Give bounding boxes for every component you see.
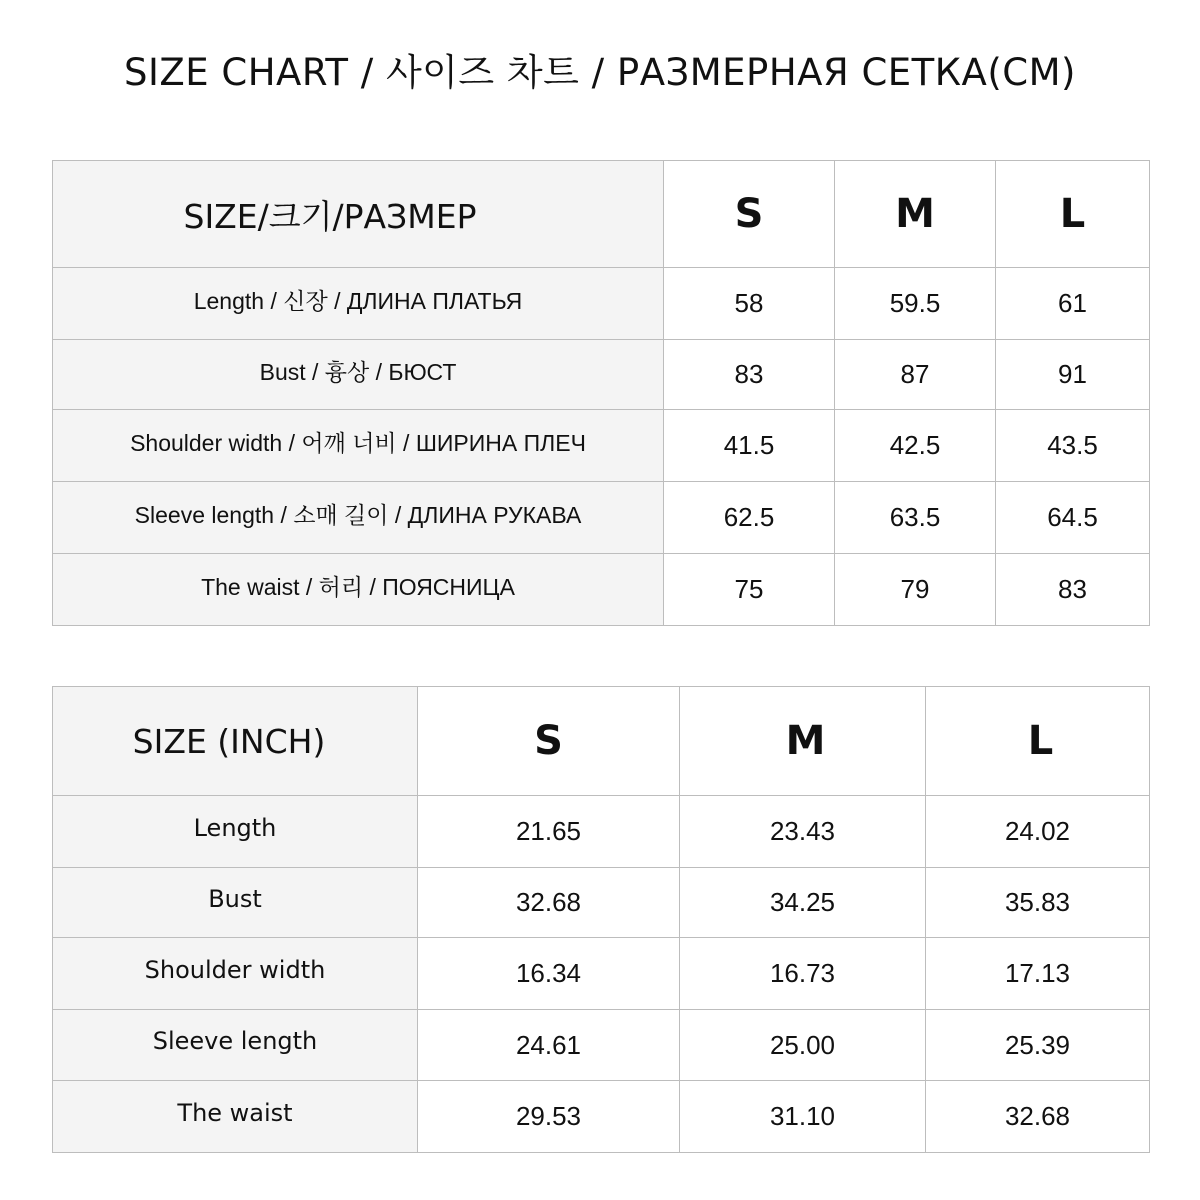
value-s: 83: [734, 359, 764, 389]
value-l: 91: [1058, 359, 1087, 389]
value-cell: [996, 482, 1150, 554]
value-cell: [664, 482, 835, 554]
value-cell: [996, 554, 1150, 626]
value-cell: [926, 796, 1150, 868]
value-cell: [664, 340, 835, 410]
value-cell: [835, 340, 996, 410]
value-cell: [418, 938, 680, 1010]
value-s: 16.34: [515, 958, 582, 988]
row-label-cell: [53, 1010, 418, 1081]
row-label: Sleeve length / 소매 길이 / ДЛИНА РУКАВА: [134, 502, 582, 528]
value-s: 41.5: [723, 430, 775, 460]
row-label: Shoulder width: [144, 955, 326, 984]
value-l: 32.68: [1004, 1101, 1071, 1131]
row-label-cell: [53, 1081, 418, 1153]
value-cell: [835, 410, 996, 482]
header-size-s-cell: [418, 687, 680, 796]
header-size-m-cell: [680, 687, 926, 796]
row-label: Shoulder width / 어깨 너비 / ШИРИНА ПЛЕЧ: [130, 430, 586, 456]
table-row: [53, 554, 1150, 626]
value-l: 17.13: [1004, 958, 1071, 988]
value-l: 25.39: [1004, 1029, 1071, 1060]
value-cell: [680, 1081, 926, 1153]
header-size-s: S: [734, 191, 764, 237]
table-row: [53, 1010, 1150, 1081]
value-cell: [664, 410, 835, 482]
header-label: SIZE (INCH): [132, 721, 326, 761]
value-l: 43.5: [1047, 430, 1098, 460]
table-row: [53, 796, 1150, 868]
value-cell: [835, 554, 996, 626]
header-size-m-cell: [835, 161, 996, 268]
table-row: [53, 868, 1150, 938]
value-s: 24.61: [515, 1029, 582, 1060]
row-label-cell: [53, 340, 664, 410]
header-size-s: S: [534, 718, 563, 764]
value-l: 64.5: [1047, 502, 1098, 532]
value-cell: [835, 268, 996, 340]
row-label-cell: [53, 938, 418, 1010]
row-label-cell: [53, 868, 418, 938]
value-l: 35.83: [1004, 887, 1071, 917]
header-size-m: M: [785, 718, 826, 764]
header-size-l-cell: [926, 687, 1150, 796]
value-s: 58: [734, 288, 764, 318]
table-row: [53, 482, 1150, 554]
value-s: 29.53: [515, 1101, 582, 1131]
value-cell: [418, 868, 680, 938]
row-label-cell: [53, 796, 418, 868]
value-cell: [926, 938, 1150, 1010]
row-label: The waist / 허리 / ПОЯСНИЦА: [201, 574, 515, 600]
row-label: Length: [193, 813, 277, 842]
size-table-cm: [52, 160, 1150, 626]
value-m: 79: [900, 574, 930, 604]
value-s: 21.65: [515, 816, 582, 846]
value-cell: [926, 1010, 1150, 1081]
table-row: [53, 340, 1150, 410]
value-m: 63.5: [889, 502, 941, 532]
row-label-cell: [53, 410, 664, 482]
header-label-cell: [53, 161, 664, 268]
table-header-row: [53, 161, 1150, 268]
value-cell: [996, 268, 1150, 340]
row-label-cell: [53, 268, 664, 340]
value-m: 42.5: [889, 430, 941, 460]
value-s: 75: [734, 574, 764, 604]
value-m: 31.10: [769, 1101, 836, 1131]
table-row: [53, 268, 1150, 340]
row-label: The waist: [177, 1098, 293, 1127]
value-m: 59.5: [889, 288, 941, 318]
table-row: [53, 410, 1150, 482]
value-m: 16.73: [769, 958, 836, 988]
value-s: 32.68: [515, 887, 582, 917]
table-row: [53, 938, 1150, 1010]
value-l: 61: [1058, 288, 1087, 318]
value-cell: [926, 868, 1150, 938]
value-s: 62.5: [723, 502, 775, 532]
value-cell: [835, 482, 996, 554]
value-l: 83: [1058, 574, 1087, 604]
value-cell: [418, 1081, 680, 1153]
value-cell: [418, 796, 680, 868]
value-m: 87: [900, 359, 930, 389]
value-m: 25.00: [769, 1029, 836, 1060]
row-label: Bust / 흉상 / БЮСТ: [259, 359, 457, 385]
row-label-cell: [53, 482, 664, 554]
header-label-cell: [53, 687, 418, 796]
header-size-s-cell: [664, 161, 835, 268]
header-label: SIZE/크기/РАЗМЕР: [183, 196, 477, 236]
table-row: [53, 1081, 1150, 1153]
row-label-cell: [53, 554, 664, 626]
row-label: Sleeve length: [152, 1027, 318, 1055]
header-size-l: L: [1027, 718, 1054, 764]
value-cell: [680, 868, 926, 938]
header-size-l: L: [1059, 191, 1086, 237]
value-cell: [996, 340, 1150, 410]
page-title: SIZE CHART / 사이즈 차트 / РАЗМЕРНАЯ СЕТКА(CM): [123, 51, 1076, 94]
value-m: 23.43: [769, 816, 836, 846]
value-cell: [680, 1010, 926, 1081]
size-table-inch: [52, 686, 1150, 1153]
value-l: 24.02: [1004, 816, 1071, 846]
value-cell: [418, 1010, 680, 1081]
header-size-m: M: [895, 191, 935, 237]
value-cell: [664, 268, 835, 340]
row-label: Length / 신장 / ДЛИНА ПЛАТЬЯ: [193, 288, 523, 314]
value-cell: [664, 554, 835, 626]
value-cell: [680, 796, 926, 868]
header-size-l-cell: [996, 161, 1150, 268]
value-m: 34.25: [769, 887, 836, 917]
value-cell: [680, 938, 926, 1010]
value-cell: [926, 1081, 1150, 1153]
table-header-row: [53, 687, 1150, 796]
row-label: Bust: [208, 884, 262, 913]
value-cell: [996, 410, 1150, 482]
